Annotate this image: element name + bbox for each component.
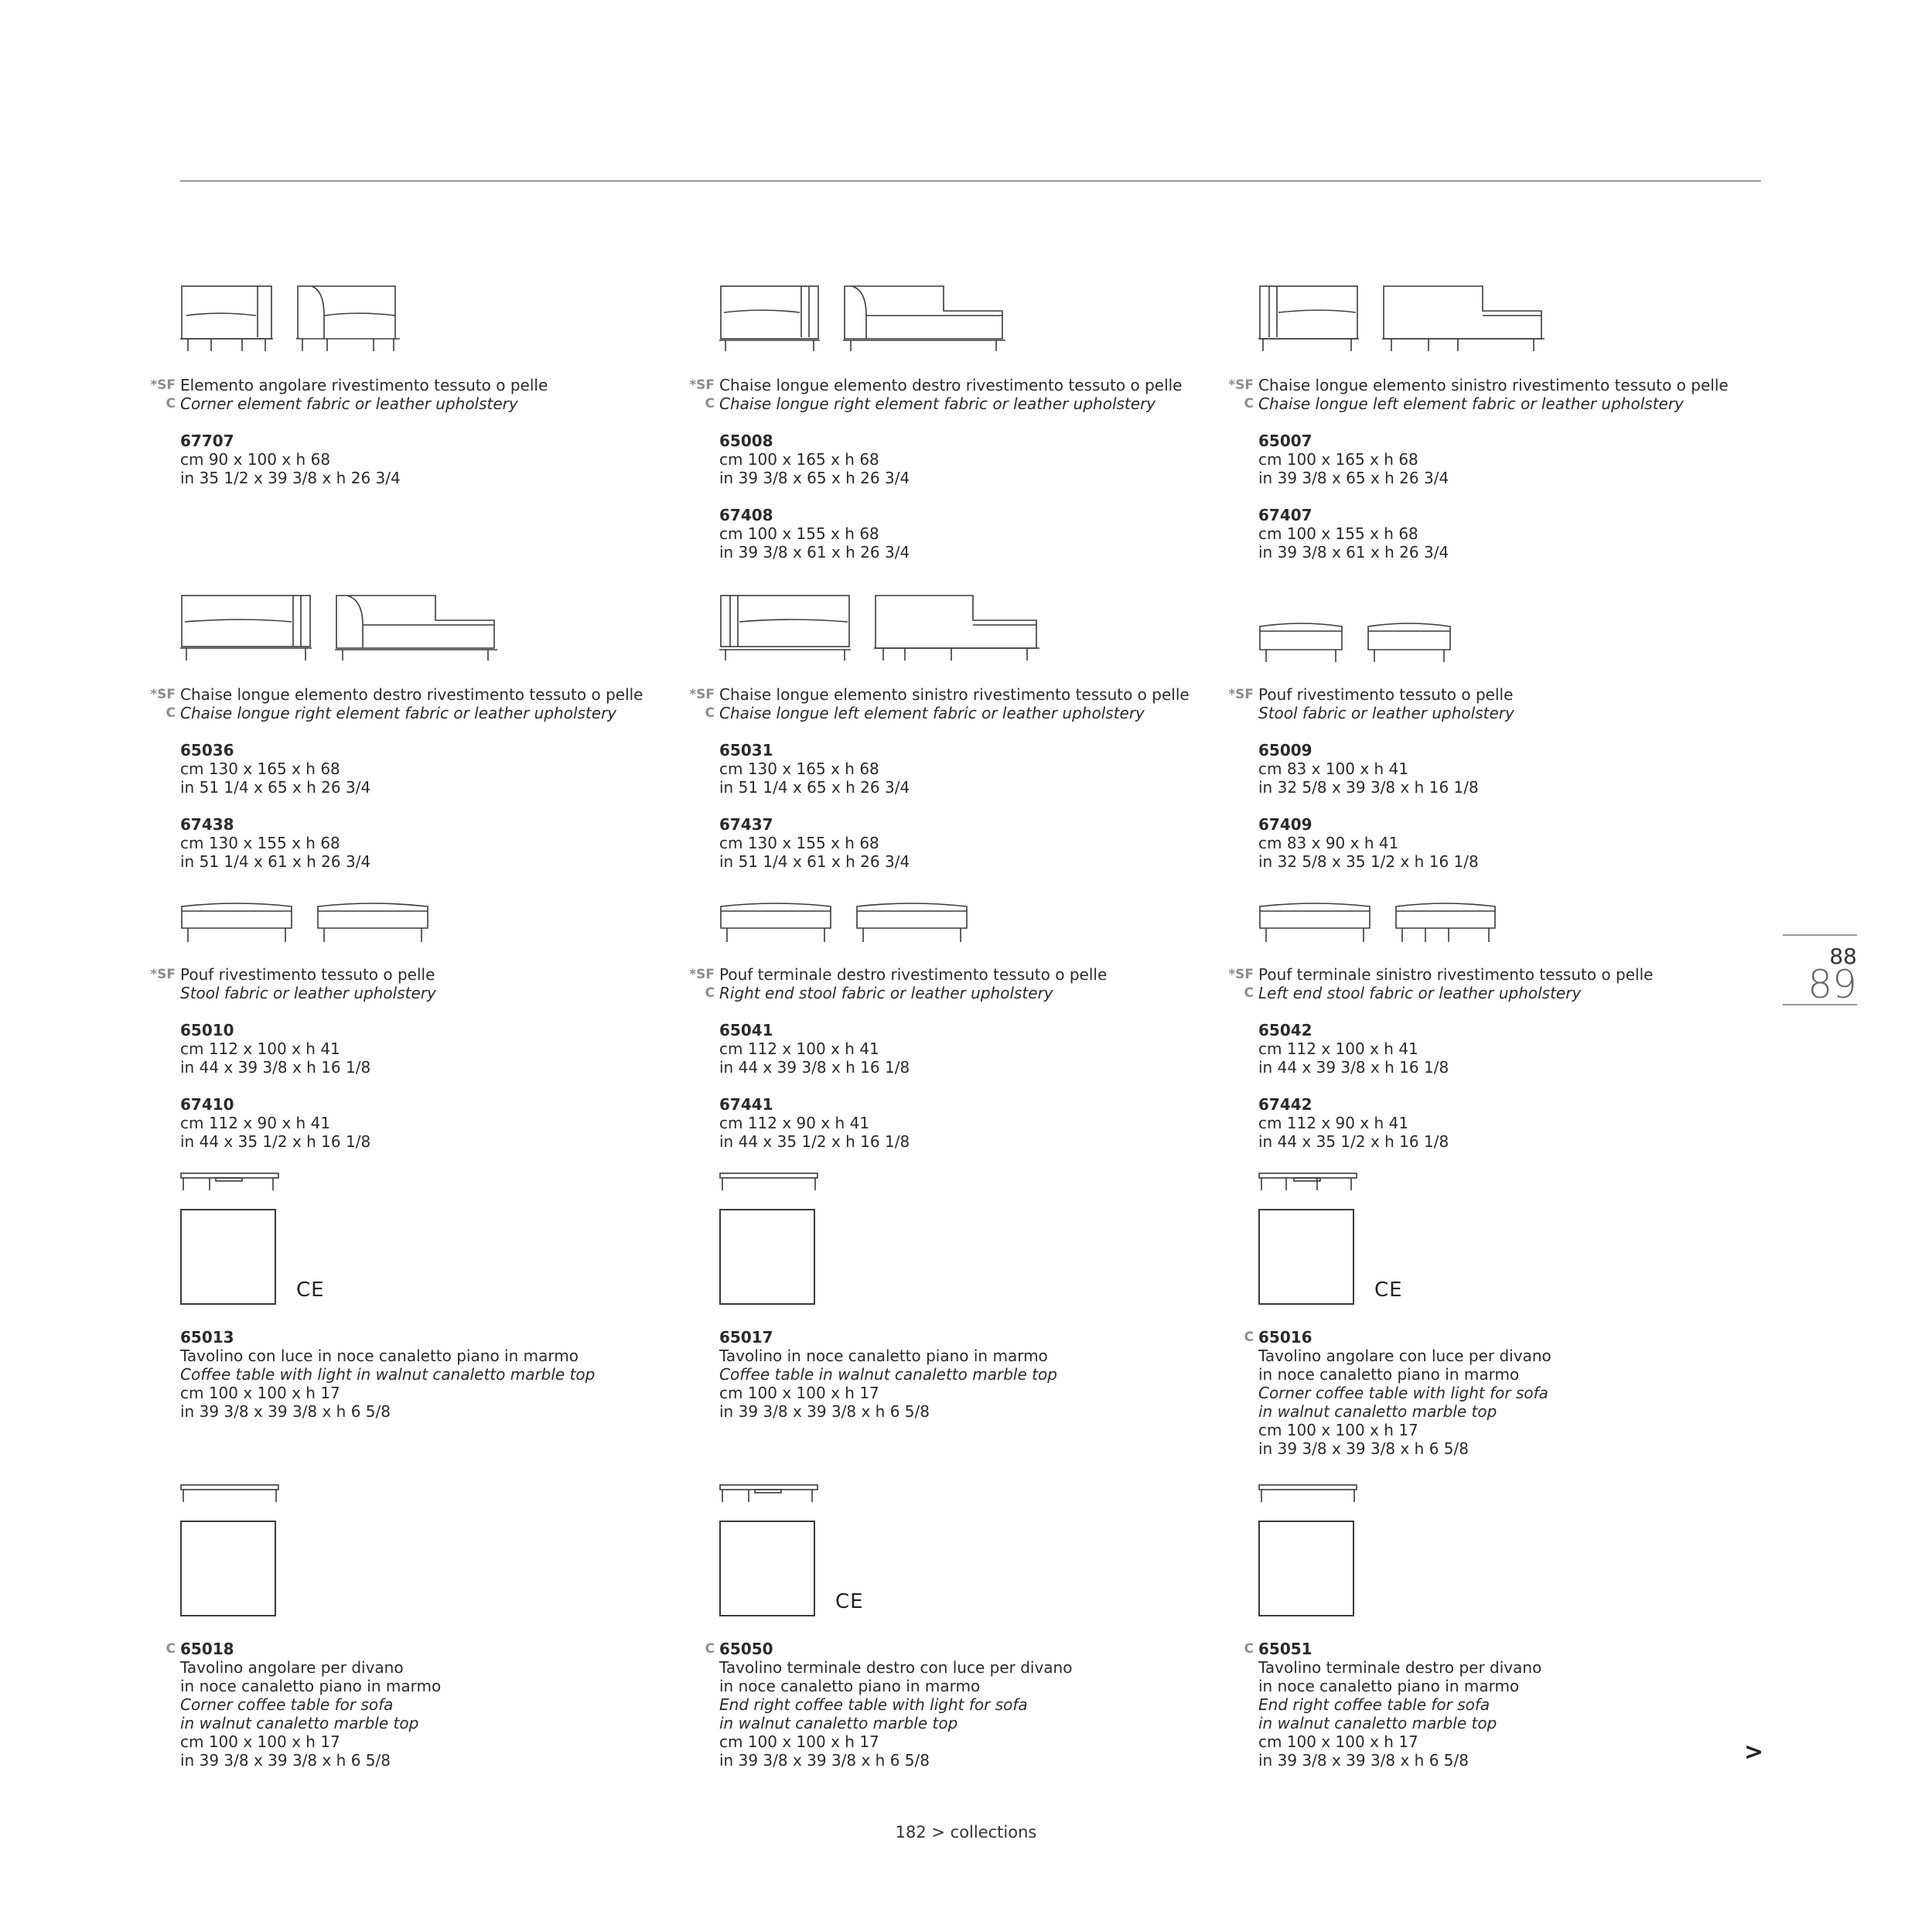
module-name-en-row <box>1244 394 1753 413</box>
coffee-table-description-line: End right coffee table for sofa <box>1258 1695 1490 1714</box>
coffee-table-description-line: in noce canaletto piano in marmo <box>1258 1677 1520 1695</box>
coffee-table-description-line: cm 100 x 100 x h 17 <box>180 1384 340 1402</box>
variant-cm-dimensions: cm 100 x 165 x h 68 <box>1258 450 1418 469</box>
coffee-table-description-line: in walnut canaletto marble top <box>1258 1714 1497 1732</box>
variant-inch-dimensions: in 44 x 39 3/8 x h 16 1/8 <box>1258 1058 1449 1077</box>
config-tag: C <box>1244 1330 1254 1345</box>
variant-inch-dimensions: in 44 x 35 1/2 x h 16 1/8 <box>1258 1132 1449 1151</box>
furniture-drawing <box>1382 285 1545 354</box>
furniture-drawing <box>1258 622 1343 664</box>
module-drawings <box>180 285 675 354</box>
module-name-en-row <box>705 394 1214 413</box>
module-name-it: Elemento angolare rivestimento tessuto o pelle <box>180 376 548 394</box>
coffee-table-item <box>1244 1483 1753 1770</box>
variant-cm-dimensions: cm 130 x 155 x h 68 <box>180 834 340 852</box>
coffee-table-plan-wrap <box>180 1209 675 1305</box>
module-name-it: Pouf terminale destro rivestimento tessuto o pelle <box>719 965 1108 984</box>
config-tag: C <box>166 1641 176 1657</box>
page-footer: 182 > collections <box>895 1823 1037 1842</box>
variant-code: 67407 <box>1258 506 1312 524</box>
variant-inch-dimensions: in 39 3/8 x 65 x h 26 3/4 <box>1258 469 1449 487</box>
furniture-drawing <box>180 902 293 944</box>
ce-mark: CE <box>296 1278 325 1302</box>
coffee-table-elevation-drawing <box>719 1172 818 1192</box>
upholstery-tag: *SF <box>150 967 176 982</box>
upholstery-tag: *SF <box>1228 687 1254 702</box>
coffee-table-description-line: cm 100 x 100 x h 17 <box>1258 1732 1418 1751</box>
module-name-en: Stool fabric or leather upholstery <box>180 984 436 1002</box>
module-name-en-row <box>705 704 1214 722</box>
coffee-table-description-line: Corner coffee table for sofa <box>180 1695 394 1714</box>
module-name-it-row <box>150 685 675 704</box>
ce-mark: CE <box>1374 1278 1403 1302</box>
ce-mark: CE <box>835 1590 864 1613</box>
coffee-table-description-line: in walnut canaletto marble top <box>1258 1402 1497 1421</box>
module-name-en-row <box>705 984 1214 1002</box>
variant-cm-dimensions: cm 83 x 100 x h 41 <box>1258 759 1409 778</box>
module-name-en: Corner element fabric or leather upholstery <box>180 394 518 413</box>
furniture-drawing <box>1258 285 1359 354</box>
variant-cm-dimensions: cm 112 x 100 x h 41 <box>719 1039 879 1058</box>
module-item <box>150 594 675 871</box>
variant-cm-dimensions: cm 130 x 165 x h 68 <box>180 759 340 778</box>
variant-inch-dimensions: in 39 3/8 x 61 x h 26 3/4 <box>719 543 910 562</box>
module-name-it-row <box>1228 685 1753 704</box>
variant-inch-dimensions: in 44 x 35 1/2 x h 16 1/8 <box>180 1132 371 1151</box>
page-numbers <box>1783 934 1857 1005</box>
coffee-table-plan-wrap <box>180 1521 675 1616</box>
variant-code: 65041 <box>719 1021 773 1039</box>
variant-inch-dimensions: in 35 1/2 x 39 3/8 x h 26 3/4 <box>180 469 401 487</box>
furniture-drawing <box>843 285 1005 354</box>
module-name-en-row <box>180 984 675 1002</box>
variant-cm-dimensions: cm 90 x 100 x h 68 <box>180 450 331 469</box>
module-name-en: Chaise longue right element fabric or leather upholstery <box>719 394 1156 413</box>
module-drawings <box>180 594 675 664</box>
variant-cm-dimensions: cm 112 x 90 x h 41 <box>1258 1114 1409 1132</box>
variant-cm-dimensions: cm 130 x 155 x h 68 <box>719 834 879 852</box>
coffee-table-plan-wrap <box>719 1521 1214 1616</box>
module-drawings <box>1258 902 1753 944</box>
variant-code: 65036 <box>180 741 234 759</box>
coffee-table-item <box>705 1483 1214 1770</box>
coffee-table-code: 65013 <box>180 1328 234 1347</box>
module-name-it-row <box>689 965 1214 984</box>
coffee-table-description-line: Tavolino terminale destro con luce per divano <box>719 1658 1073 1677</box>
coffee-table-code: 65017 <box>719 1328 773 1347</box>
top-rule <box>180 180 1761 182</box>
module-name-it: Pouf rivestimento tessuto o pelle <box>180 965 435 984</box>
furniture-drawing <box>180 285 273 354</box>
coffee-table-plan-drawing <box>1258 1209 1354 1305</box>
coffee-table-description-line: in 39 3/8 x 39 3/8 x h 6 5/8 <box>180 1751 391 1770</box>
variant-cm-dimensions: cm 112 x 90 x h 41 <box>719 1114 870 1132</box>
module-name-it: Pouf rivestimento tessuto o pelle <box>1258 685 1514 704</box>
module-name-it: Chaise longue elemento sinistro rivestimento tessuto o pelle <box>1258 376 1729 394</box>
upholstery-tag: *SF <box>689 967 715 982</box>
coffee-table-code-row <box>1244 1328 1753 1347</box>
coffee-table-item <box>719 1172 1214 1421</box>
module-name-en-row <box>1258 704 1753 722</box>
module-name-en: Stool fabric or leather upholstery <box>1258 704 1514 722</box>
upholstery-tag: *SF <box>150 687 176 702</box>
coffee-table-item <box>166 1483 675 1770</box>
module-name-en: Right end stool fabric or leather upholstery <box>719 984 1053 1002</box>
variant-code: 67409 <box>1258 815 1312 834</box>
coffee-table-code-row <box>180 1328 675 1347</box>
coffee-table-description-line: in 39 3/8 x 39 3/8 x h 6 5/8 <box>719 1751 930 1770</box>
furniture-drawing <box>316 902 429 944</box>
variant-inch-dimensions: in 51 1/4 x 61 x h 26 3/4 <box>719 852 910 871</box>
furniture-drawing <box>1367 622 1452 664</box>
variant-cm-dimensions: cm 83 x 90 x h 41 <box>1258 834 1399 852</box>
module-name-en-row <box>1244 984 1753 1002</box>
coffee-table-description-line: in noce canaletto piano in marmo <box>180 1677 442 1695</box>
furniture-drawing <box>296 285 397 354</box>
module-name-it: Chaise longue elemento destro rivestimento tessuto o pelle <box>180 685 643 704</box>
config-tag: C <box>705 705 715 721</box>
module-item <box>150 285 675 487</box>
module-name-en: Chaise longue left element fabric or leather upholstery <box>719 704 1145 722</box>
module-item <box>1228 902 1753 1151</box>
next-page-arrow[interactable]: > <box>1744 1739 1764 1766</box>
coffee-table-code-row <box>1244 1640 1753 1658</box>
variant-inch-dimensions: in 32 5/8 x 39 3/8 x h 16 1/8 <box>1258 778 1479 797</box>
variant-inch-dimensions: in 39 3/8 x 65 x h 26 3/4 <box>719 469 910 487</box>
variant-inch-dimensions: in 51 1/4 x 61 x h 26 3/4 <box>180 852 371 871</box>
module-item <box>689 285 1214 562</box>
coffee-table-plan-wrap <box>1258 1209 1753 1305</box>
furniture-drawing <box>180 594 312 664</box>
module-name-en: Chaise longue left element fabric or leather upholstery <box>1258 394 1684 413</box>
coffee-table-plan-drawing <box>180 1209 276 1305</box>
variant-cm-dimensions: cm 100 x 155 x h 68 <box>1258 524 1418 543</box>
furniture-drawing <box>719 902 832 944</box>
coffee-table-description-line: in noce canaletto piano in marmo <box>719 1677 981 1695</box>
coffee-table-description-line: Corner coffee table with light for sofa <box>1258 1384 1548 1402</box>
coffee-table-code-row <box>166 1640 675 1658</box>
variant-inch-dimensions: in 51 1/4 x 65 x h 26 3/4 <box>719 778 910 797</box>
coffee-table-description-line: cm 100 x 100 x h 17 <box>1258 1421 1418 1439</box>
upholstery-tag: *SF <box>1228 377 1254 393</box>
coffee-table-description-line: in 39 3/8 x 39 3/8 x h 6 5/8 <box>1258 1751 1469 1770</box>
config-tag: C <box>1244 985 1254 1001</box>
variant-code: 67442 <box>1258 1095 1312 1114</box>
config-tag: C <box>1244 1641 1254 1657</box>
variant-code: 67408 <box>719 506 773 524</box>
module-name-it: Chaise longue elemento destro rivestimento tessuto o pelle <box>719 376 1183 394</box>
coffee-table-elevation-drawing <box>180 1483 279 1504</box>
coffee-table-code: 65016 <box>1258 1328 1312 1347</box>
coffee-table-code-row <box>705 1640 1214 1658</box>
module-item <box>1228 622 1753 871</box>
variant-code: 65042 <box>1258 1021 1312 1039</box>
furniture-drawing <box>874 594 1039 664</box>
coffee-table-code: 65018 <box>180 1640 234 1658</box>
coffee-table-code-row <box>719 1328 1214 1347</box>
module-drawings <box>719 902 1214 944</box>
coffee-table-description-line: Tavolino con luce in noce canaletto piano in marmo <box>180 1347 579 1365</box>
variant-code: 65007 <box>1258 432 1312 450</box>
coffee-table-description-line: in walnut canaletto marble top <box>719 1714 958 1732</box>
module-name-it: Pouf terminale sinistro rivestimento tessuto o pelle <box>1258 965 1654 984</box>
variant-code: 65031 <box>719 741 773 759</box>
coffee-table-description-line: Tavolino in noce canaletto piano in marmo <box>719 1347 1048 1365</box>
furniture-drawing <box>719 594 851 664</box>
upholstery-tag: *SF <box>689 377 715 393</box>
coffee-table-description-line: Tavolino terminale destro per divano <box>1258 1658 1542 1677</box>
config-tag: C <box>705 1641 715 1657</box>
coffee-table-description-line: in walnut canaletto marble top <box>180 1714 419 1732</box>
variant-code: 67438 <box>180 815 234 834</box>
coffee-table-description-line: in 39 3/8 x 39 3/8 x h 6 5/8 <box>1258 1439 1469 1458</box>
module-name-it-row <box>689 376 1214 394</box>
module-item <box>689 594 1214 871</box>
variant-cm-dimensions: cm 112 x 100 x h 41 <box>1258 1039 1418 1058</box>
furniture-drawing <box>1258 902 1371 944</box>
coffee-table-plan-wrap <box>719 1209 1214 1305</box>
coffee-table-description-line: in 39 3/8 x 39 3/8 x h 6 5/8 <box>719 1402 930 1421</box>
module-name-it-row <box>1228 965 1753 984</box>
variant-code: 67707 <box>180 432 234 450</box>
module-item <box>150 902 675 1151</box>
module-drawings <box>1258 285 1753 354</box>
coffee-table-item <box>180 1172 675 1421</box>
variant-code: 65010 <box>180 1021 234 1039</box>
coffee-table-plan-drawing <box>180 1521 276 1616</box>
config-tag: C <box>1244 396 1254 411</box>
config-tag: C <box>166 396 176 411</box>
module-drawings <box>719 285 1214 354</box>
page-number-left: 88 <box>1829 944 1857 969</box>
module-name-en-row <box>166 394 675 413</box>
variant-inch-dimensions: in 39 3/8 x 61 x h 26 3/4 <box>1258 543 1449 562</box>
module-name-it-row <box>150 376 675 394</box>
module-name-it: Chaise longue elemento sinistro rivestimento tessuto o pelle <box>719 685 1190 704</box>
variant-code: 67441 <box>719 1095 773 1114</box>
coffee-table-description-line: in 39 3/8 x 39 3/8 x h 6 5/8 <box>180 1402 391 1421</box>
module-item <box>689 902 1214 1151</box>
coffee-table-description-line: Tavolino angolare con luce per divano <box>1258 1347 1551 1365</box>
coffee-table-description-line: in noce canaletto piano in marmo <box>1258 1365 1520 1384</box>
module-item <box>1228 285 1753 562</box>
variant-inch-dimensions: in 32 5/8 x 35 1/2 x h 16 1/8 <box>1258 852 1479 871</box>
module-name-en: Left end stool fabric or leather upholstery <box>1258 984 1582 1002</box>
module-name-en: Chaise longue right element fabric or leather upholstery <box>180 704 617 722</box>
config-tag: C <box>166 705 176 721</box>
upholstery-tag: *SF <box>1228 967 1254 982</box>
variant-code: 65008 <box>719 432 773 450</box>
coffee-table-description-line: Coffee table in walnut canaletto marble top <box>719 1365 1057 1384</box>
module-name-en-row <box>166 704 675 722</box>
coffee-table-description-line: cm 100 x 100 x h 17 <box>719 1384 879 1402</box>
coffee-table-code: 65050 <box>719 1640 773 1658</box>
coffee-table-description-line: cm 100 x 100 x h 17 <box>180 1732 340 1751</box>
page-number-right: 89 <box>1807 962 1857 1007</box>
variant-cm-dimensions: cm 112 x 90 x h 41 <box>180 1114 331 1132</box>
variant-code: 65009 <box>1258 741 1312 759</box>
furniture-drawing <box>855 902 968 944</box>
coffee-table-elevation-drawing <box>180 1172 279 1192</box>
variant-cm-dimensions: cm 130 x 165 x h 68 <box>719 759 879 778</box>
variant-cm-dimensions: cm 100 x 155 x h 68 <box>719 524 879 543</box>
config-tag: C <box>705 985 715 1001</box>
coffee-table-description-line: Coffee table with light in walnut canaletto marble top <box>180 1365 596 1384</box>
furniture-drawing <box>719 285 820 354</box>
coffee-table-item <box>1244 1172 1753 1458</box>
variant-inch-dimensions: in 44 x 35 1/2 x h 16 1/8 <box>719 1132 910 1151</box>
coffee-table-elevation-drawing <box>719 1483 818 1504</box>
coffee-table-elevation-drawing <box>1258 1483 1357 1504</box>
module-drawings <box>1258 622 1753 664</box>
coffee-table-description-line: Tavolino angolare per divano <box>180 1658 404 1677</box>
module-drawings <box>719 594 1214 664</box>
coffee-table-plan-wrap <box>1258 1521 1753 1616</box>
coffee-table-plan-drawing <box>719 1209 815 1305</box>
upholstery-tag: *SF <box>689 687 715 702</box>
variant-inch-dimensions: in 51 1/4 x 65 x h 26 3/4 <box>180 778 371 797</box>
variant-code: 67437 <box>719 815 773 834</box>
variant-cm-dimensions: cm 100 x 165 x h 68 <box>719 450 879 469</box>
coffee-table-code: 65051 <box>1258 1640 1312 1658</box>
furniture-drawing <box>1394 902 1497 944</box>
coffee-table-description-line: End right coffee table with light for sofa <box>719 1695 1028 1714</box>
config-tag: C <box>705 396 715 411</box>
module-name-it-row <box>150 965 675 984</box>
module-name-it-row <box>1228 376 1753 394</box>
module-drawings <box>180 902 675 944</box>
variant-code: 67410 <box>180 1095 234 1114</box>
variant-cm-dimensions: cm 112 x 100 x h 41 <box>180 1039 340 1058</box>
furniture-drawing <box>335 594 497 664</box>
coffee-table-elevation-drawing <box>1258 1172 1357 1192</box>
coffee-table-plan-drawing <box>1258 1521 1354 1616</box>
variant-inch-dimensions: in 44 x 39 3/8 x h 16 1/8 <box>719 1058 910 1077</box>
coffee-table-plan-drawing <box>719 1521 815 1616</box>
upholstery-tag: *SF <box>150 377 176 393</box>
variant-inch-dimensions: in 44 x 39 3/8 x h 16 1/8 <box>180 1058 371 1077</box>
module-name-it-row <box>689 685 1214 704</box>
coffee-table-description-line: cm 100 x 100 x h 17 <box>719 1732 879 1751</box>
